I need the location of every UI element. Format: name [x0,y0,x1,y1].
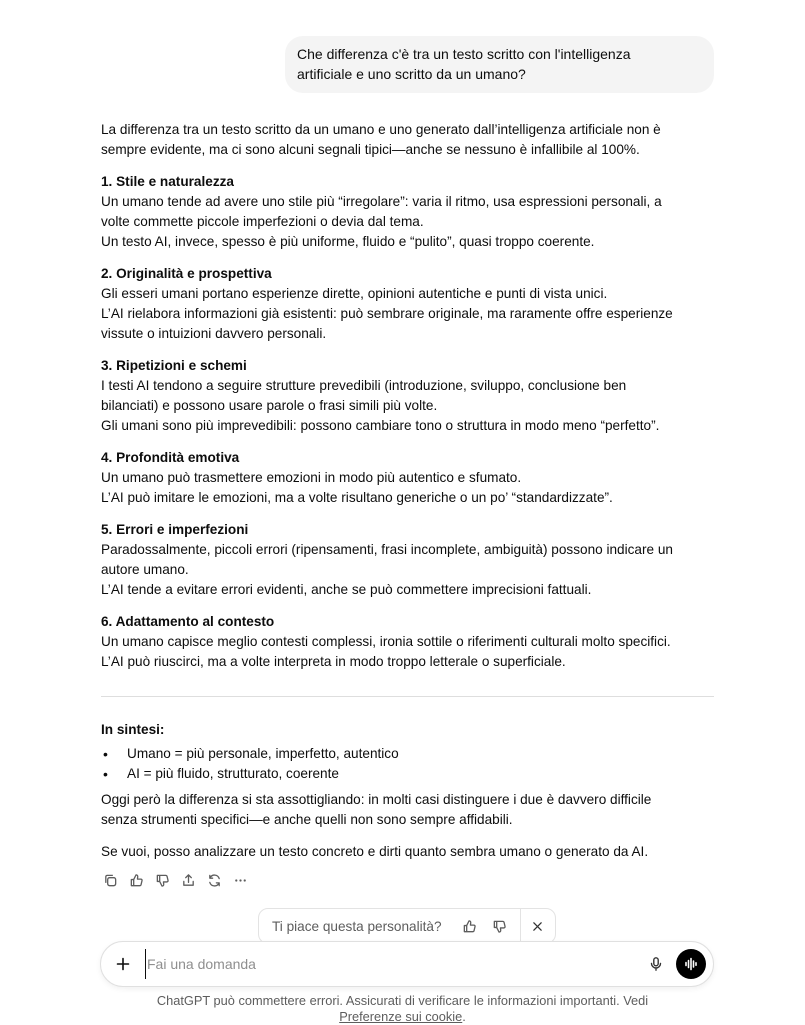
answer-summary [101,720,711,874]
section-divider [101,696,714,697]
section-line: Un umano capisce meglio contesti complessi, ironia sottile o riferimenti culturali molto specifici. [101,634,671,649]
section-line: Paradossalmente, piccoli errori (ripensamenti, frasi incomplete, ambiguità) possono indicare un [101,542,673,557]
section-line: L’AI può imitare le emozioni, ma a volte risultano generiche o un po’ “standardizzate”. [101,490,613,505]
section-title: 2. Originalità e prospettiva [101,266,272,281]
section-line: volte commette piccole imperfezioni o devia dal tema. [101,214,424,229]
summary-bullet: • AI = più fluido, strutturato, coerente [101,764,711,784]
thumbs-up-icon[interactable] [126,871,146,889]
answer-section-2 [101,264,711,344]
section-line: I testi AI tendono a seguire strutture prevedibili (introduzione, sviluppo, conclusione ben [101,378,627,393]
section-title: 1. Stile e naturalezza [101,174,234,189]
summary-list [101,744,711,784]
closing-line: senza strumenti specifici—e anche quelli non sono sempre affidabili. [101,812,513,827]
section-line: L’AI può riuscirci, ma a volte interpreta in modo troppo letterale o superficiale. [101,654,566,669]
summary-bullet: • Umano = più personale, imperfetto, autentico [101,744,711,764]
regenerate-icon[interactable] [204,871,224,889]
personality-feedback [258,908,556,944]
prompt-input[interactable] [145,949,640,979]
summary-title: In sintesi: [101,722,165,737]
section-title: 6. Adattamento al contesto [101,614,275,629]
section-title: 5. Errori e imperfezioni [101,522,249,537]
voice-mode-icon[interactable] [676,949,706,979]
plus-icon[interactable] [101,942,145,986]
microphone-icon[interactable] [640,948,672,980]
section-line: Un umano può trasmettere emozioni in modo più autentico e sfumato. [101,470,522,485]
intro-line: sempre evidente, ma ci sono alcuni segnali tipici—anche se nessuno è infallibile al 100%. [101,142,640,157]
composer [100,941,714,987]
section-title: 3. Ripetizioni e schemi [101,358,247,373]
offer-paragraph: Se vuoi, posso analizzare un testo concreto e dirti quanto sembra umano o generato da AI. [101,844,649,859]
thumbs-down-icon[interactable] [484,909,514,943]
user-message-line: Che differenza c'è tra un testo scritto con l'intelligenza [297,46,631,62]
intro-line: La differenza tra un testo scritto da un umano e uno generato dall’intelligenza artificiale non è [101,122,661,137]
section-line: Gli esseri umani portano esperienze dirette, opinioni autentiche e punti di vista unici. [101,286,608,301]
section-line: bilanciati) e possono usare parole o frasi simili più volte. [101,398,438,413]
message-actions [100,871,250,889]
section-line: autore umano. [101,562,189,577]
answer-section-6 [101,612,711,672]
section-title: 4. Profondità emotiva [101,450,240,465]
assistant-answer [101,120,711,684]
closing-paragraph [101,790,711,830]
section-line: L’AI tende a evitare errori evidenti, anche se può commettere imprecisioni fattuali. [101,582,592,597]
copy-icon[interactable] [100,871,120,889]
disclaimer-suffix: . [462,1009,466,1024]
close-icon[interactable] [521,909,555,943]
feedback-question: Ti piace questa personalità? [272,918,442,934]
cookie-preferences-link[interactable]: Preferenze sui cookie [339,1009,463,1024]
thumbs-up-icon[interactable] [455,909,485,943]
disclaimer [0,993,805,1025]
disclaimer-text: ChatGPT può commettere errori. Assicurati di verificare le informazioni importanti. Vedi [156,993,649,1008]
closing-line: Oggi però la differenza si sta assottigliando: in molti casi distinguere i due è davvero difficile [101,792,652,807]
section-line: Gli umani sono più imprevedibili: possono cambiare tono o struttura in modo meno “perfetto”. [101,418,660,433]
answer-section-4 [101,448,711,508]
more-icon[interactable] [230,871,250,889]
section-line: L’AI rielabora informazioni già esistenti: può sembrare originale, ma raramente offre esperienze [101,306,673,321]
user-message-bubble [285,36,714,93]
answer-section-3 [101,356,711,436]
user-message-line: artificiale e uno scritto da un umano? [297,66,526,82]
thumbs-down-icon[interactable] [152,871,172,889]
section-line: Un testo AI, invece, spesso è più uniforme, fluido e “pulito”, quasi troppo coerente. [101,234,595,249]
section-line: Un umano tende ad avere uno stile più “irregolare”: varia il ritmo, usa espressioni personali, a [101,194,662,209]
answer-intro [101,120,711,160]
section-line: vissute o intuizioni davvero personali. [101,326,327,341]
answer-section-5 [101,520,711,600]
share-icon[interactable] [178,871,198,889]
answer-section-1 [101,172,711,252]
